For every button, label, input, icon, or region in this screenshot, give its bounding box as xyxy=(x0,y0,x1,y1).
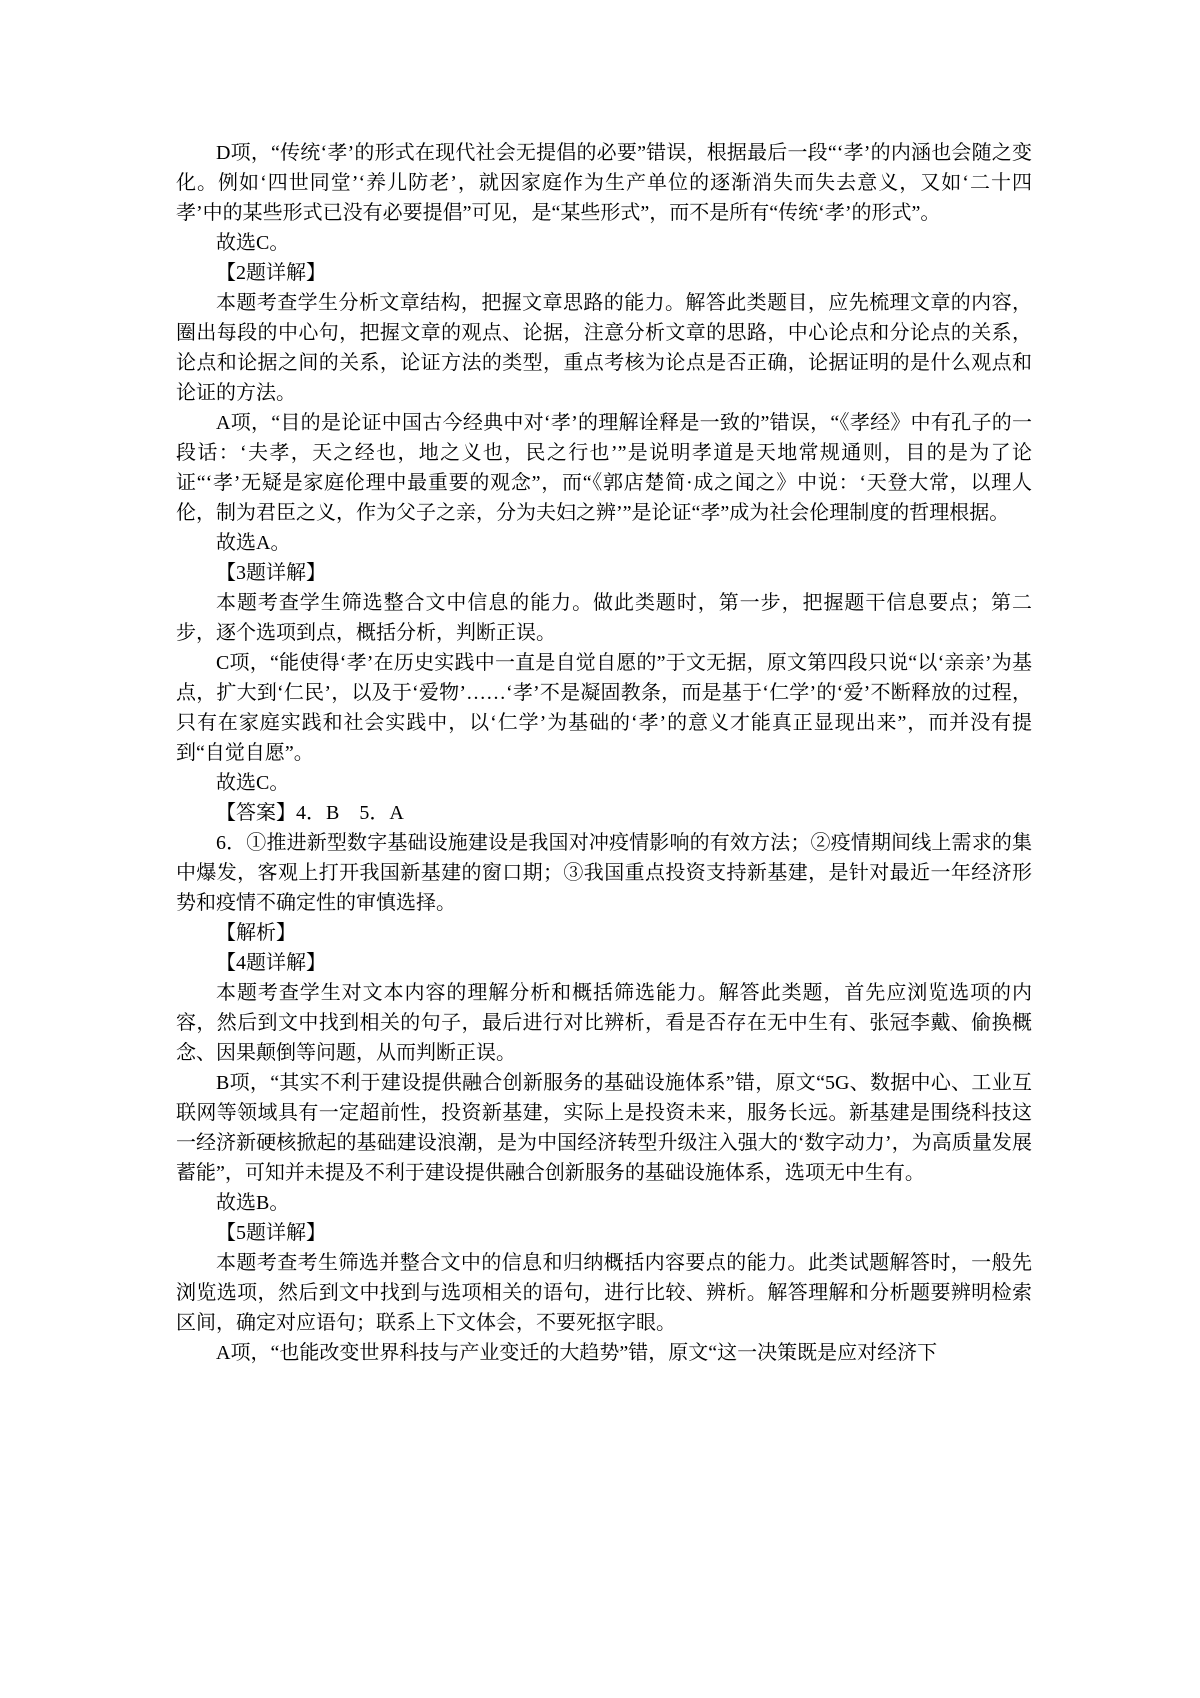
answer-line: 【答案】4．B 5．A xyxy=(216,802,404,824)
section-heading: 【2题详解】 xyxy=(216,262,326,284)
paragraph: 故选B。 xyxy=(216,1192,290,1214)
paragraph: C项，“能使得‘孝’在历史实践中一直是自觉自愿的”于文无据，原文第四段只说“以‘亲亲’为基点，扩大到‘仁民’，以及于‘爱物’……‘孝’不是凝固教条，而是基于‘仁学’的‘爱’不断释放的过程，只有在家庭实践和社会实践中，以‘仁学’为基础的‘孝’的意义才能真正显现出来”，而并没有提到“自觉自愿”。 xyxy=(176,652,1032,764)
paragraph: 本题考查学生分析文章结构，把握文章思路的能力。解答此类题目，应先梳理文章的内容，圈出每段的中心句，把握文章的观点、论据，注意分析文章的思路，中心论点和分论点的关系，论点和论据之间的关系，论证方法的类型，重点考核为论点是否正确，论据证明的是什么观点和论证的方法。 xyxy=(176,292,1032,404)
paragraph: B项，“其实不利于建设提供融合创新服务的基础设施体系”错，原文“5G、数据中心、工业互联网等领域具有一定超前性，投资新基建，实际上是投资未来，服务长远。新基建是围绕科技这一经济新硬核掀起的基础建设浪潮，是为中国经济转型升级注入强大的‘数字动力’，为高质量发展蓄能”，可知并未提及不利于建设提供融合创新服务的基础设施体系，选项无中生有。 xyxy=(176,1072,1032,1184)
document-body xyxy=(176,138,1032,1368)
paragraph: D项，“传统‘孝’的形式在现代社会无提倡的必要”错误，根据最后一段“‘孝’的内涵也会随之变化。例如‘四世同堂’‘养儿防老’，就因家庭作为生产单位的逐渐消失而失去意义，又如‘二十四孝’中的某些形式已没有必要提倡”可见，是“某些形式”，而不是所有“传统‘孝’的形式”。 xyxy=(176,142,1032,224)
paragraph: 故选C。 xyxy=(216,772,290,794)
paragraph: 本题考查学生筛选整合文中信息的能力。做此类题时，第一步，把握题干信息要点；第二步，逐个选项到点，概括分析，判断正误。 xyxy=(176,592,1032,644)
paragraph: 6．①推进新型数字基础设施建设是我国对冲疫情影响的有效方法；②疫情期间线上需求的集中爆发，客观上打开我国新基建的窗口期；③我国重点投资支持新基建，是针对最近一年经济形势和疫情不确定性的审慎选择。 xyxy=(176,832,1032,914)
section-heading: 【5题详解】 xyxy=(216,1222,326,1244)
section-heading: 【解析】 xyxy=(216,922,296,944)
section-heading: 【3题详解】 xyxy=(216,562,326,584)
paragraph: 故选A。 xyxy=(216,532,291,554)
paragraph: A项，“目的是论证中国古今经典中对‘孝’的理解诠释是一致的”错误，“《孝经》中有孔子的一段话：‘夫孝，天之经也，地之义也，民之行也’”是说明孝道是天地常规通则，目的是为了论证“‘孝’无疑是家庭伦理中最重要的观念”，而“《郭店楚简·成之闻之》中说：‘天登大常，以理人伦，制为君臣之义，作为父子之亲，分为夫妇之辨’”是论证“孝”成为社会伦理制度的哲理根据。 xyxy=(176,412,1032,524)
section-heading: 【4题详解】 xyxy=(216,952,326,974)
paragraph: 本题考查学生对文本内容的理解分析和概括筛选能力。解答此类题，首先应浏览选项的内容，然后到文中找到相关的句子，最后进行对比辨析，看是否存在无中生有、张冠李戴、偷换概念、因果颠倒等问题，从而判断正误。 xyxy=(176,982,1032,1064)
paragraph: 故选C。 xyxy=(216,232,290,254)
paragraph: 本题考查考生筛选并整合文中的信息和归纳概括内容要点的能力。此类试题解答时，一般先浏览选项，然后到文中找到与选项相关的语句，进行比较、辨析。解答理解和分析题要辨明检索区间，确定对应语句；联系上下文体会，不要死抠字眼。 xyxy=(176,1252,1032,1334)
paragraph: A项，“也能改变世界科技与产业变迁的大趋势”错，原文“这一决策既是应对经济下 xyxy=(216,1342,938,1364)
